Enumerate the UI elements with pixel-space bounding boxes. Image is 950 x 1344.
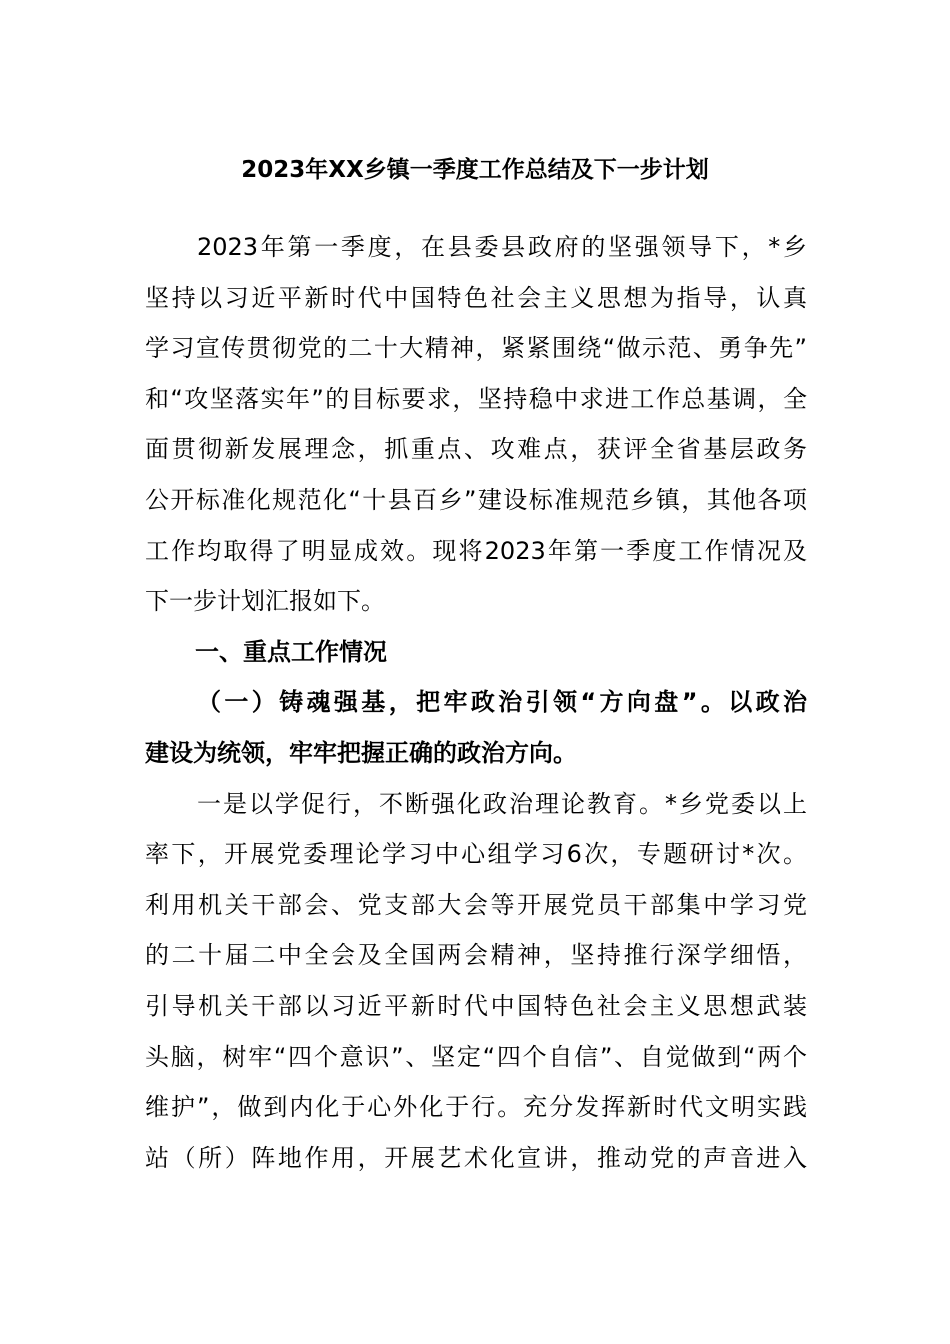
paragraph-line: 引导机关干部以习近平新时代中国特色社会主义思想武装 — [145, 991, 807, 1020]
paragraph-line: 公开标准化规范化“十县百乡”建设标准规范乡镇，其他各项 — [145, 485, 807, 514]
paragraph-line: 坚持以习近平新时代中国特色社会主义思想为指导，认真 — [145, 283, 807, 312]
paragraph-line: 面贯彻新发展理念，抓重点、攻难点，获评全省基层政务 — [145, 435, 807, 464]
paragraph-line: 工作均取得了明显成效。现将2023年第一季度工作情况及 — [145, 536, 807, 565]
paragraph-line: 和“攻坚落实年”的目标要求，坚持稳中求进工作总基调，全 — [145, 384, 807, 413]
subsection-heading-line: 建设为统领，牢牢把握正确的政治方向。 — [145, 738, 577, 767]
paragraph-line: 下一步计划汇报如下。 — [145, 587, 385, 616]
section-heading: 一、重点工作情况 — [195, 637, 387, 666]
paragraph-line: 利用机关干部会、党支部大会等开展党员干部集中学习党 — [145, 890, 807, 919]
paragraph-line: 头脑，树牢“四个意识”、坚定“四个自信”、自觉做到“两个 — [145, 1042, 807, 1071]
document-title: 2023年XX乡镇一季度工作总结及下一步计划 — [241, 157, 709, 183]
paragraph-line: 站（所）阵地作用，开展艺术化宣讲，推动党的声音进入 — [145, 1143, 807, 1172]
paragraph-line: 学习宣传贯彻党的二十大精神，紧紧围绕“做示范、勇争先” — [145, 334, 807, 363]
paragraph-line: 2023年第一季度，在县委县政府的坚强领导下，*乡 — [197, 233, 807, 261]
subsection-heading-line: （一）铸魂强基，把牢政治引领“方向盘”。以政治 — [197, 688, 807, 717]
paragraph-line: 的二十届二中全会及全国两会精神，坚持推行深学细悟， — [145, 941, 807, 970]
paragraph-line: 率下，开展党委理论学习中心组学习6次，专题研讨*次。 — [145, 840, 807, 869]
document-body — [145, 222, 810, 1183]
paragraph-line: 维护”，做到内化于心外化于行。充分发挥新时代文明实践 — [145, 1093, 807, 1122]
paragraph-line: 一是以学促行，不断强化政治理论教育。*乡党委以上 — [197, 789, 807, 818]
